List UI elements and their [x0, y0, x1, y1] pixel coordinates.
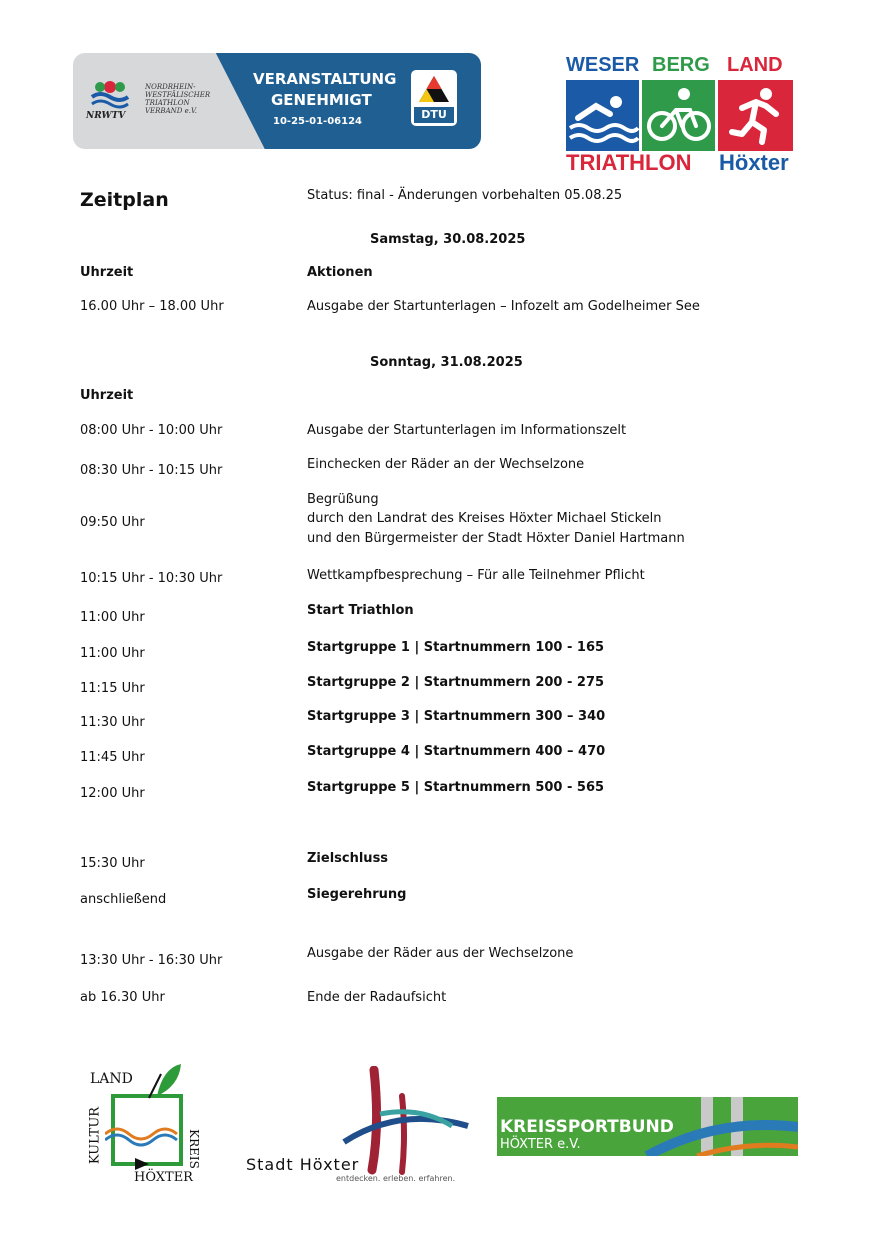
approval-number: 10-25-01-06124	[273, 116, 362, 127]
approved-line-2: GENEHMIGT	[271, 91, 372, 109]
schedule-action-line: und den Bürgermeister der Stadt Höxter Daniel Hartmann	[307, 531, 685, 546]
schedule-action: Ende der Radaufsicht	[307, 990, 447, 1005]
schedule-action: Startgruppe 1 | Startnummern 100 - 165	[307, 640, 605, 655]
status-line: Status: final - Änderungen vorbehalten 05.08.25	[307, 188, 623, 203]
day-heading-saturday: Samstag, 30.08.2025	[370, 232, 526, 247]
day-heading-sunday: Sonntag, 31.08.2025	[370, 355, 523, 370]
stadt-hoexter-name: Stadt Höxter	[246, 1155, 360, 1174]
schedule-action: Startgruppe 4 | Startnummern 400 – 470	[307, 744, 606, 759]
kulturland-top-word: LAND	[90, 1071, 133, 1087]
column-header-time: Uhrzeit	[80, 388, 134, 403]
schedule-time: 11:30 Uhr	[80, 715, 145, 730]
nrwtv-org-line: WESTFÄLISCHER	[145, 91, 211, 99]
nrwtv-org-line: TRIATHLON	[145, 99, 190, 107]
schedule-action: Zielschluss	[307, 851, 389, 866]
schedule-time: 11:00 Uhr	[80, 610, 145, 625]
schedule-action-line: Begrüßung	[307, 492, 379, 507]
dtu-logo	[411, 70, 457, 126]
logo-triathlon-word: TRIATHLON	[566, 150, 692, 175]
schedule-time: 08:30 Uhr - 10:15 Uhr	[80, 463, 223, 478]
schedule-action: Siegerehrung	[307, 887, 407, 902]
dtu-label: DTU	[414, 107, 454, 123]
swim-icon	[566, 80, 639, 151]
nrwtv-org-name	[145, 83, 210, 115]
schedule-action: Startgruppe 3 | Startnummern 300 – 340	[307, 709, 606, 724]
nrwtv-org-line: NORDRHEIN-	[145, 83, 196, 91]
schedule-time: anschließend	[80, 892, 167, 907]
kreissportbund-line-1: KREISSPORTBUND	[500, 1117, 674, 1137]
nrwtv-approval-badge	[73, 53, 481, 149]
schedule-time: 11:00 Uhr	[80, 646, 145, 661]
kulturland-left-word: KULTUR	[87, 1106, 103, 1165]
schedule-time: 11:45 Uhr	[80, 750, 145, 765]
dtu-triangle-icon	[418, 75, 450, 103]
kulturland-bottom-word: HÖXTER	[134, 1170, 193, 1185]
page-title: Zeitplan	[80, 189, 169, 211]
schedule-action: Ausgabe der Startunterlagen – Infozelt am Godelheimer See	[307, 299, 700, 314]
column-header-time: Uhrzeit	[80, 265, 134, 280]
schedule-time: 12:00 Uhr	[80, 786, 145, 801]
schedule-time: 10:15 Uhr - 10:30 Uhr	[80, 571, 223, 586]
logo-city-word: Höxter	[719, 150, 789, 175]
schedule-action-line: durch den Landrat des Kreises Höxter Michael Stickeln	[307, 511, 662, 526]
schedule-time: 11:15 Uhr	[80, 681, 145, 696]
schedule-action: Ausgabe der Räder aus der Wechselzone	[307, 946, 574, 961]
schedule-action: Wettkampfbesprechung – Für alle Teilnehmer Pflicht	[307, 568, 645, 583]
kreissportbund-line-2: HÖXTER e.V.	[500, 1137, 581, 1152]
bike-icon	[642, 80, 715, 151]
leaf-river-icon	[105, 1062, 185, 1177]
stadt-hoexter-emblem-icon	[340, 1066, 470, 1176]
logo-word-berg: BERG	[652, 54, 710, 76]
kreissportbund-logo	[497, 1097, 798, 1156]
nrwtv-logo-icon	[90, 81, 130, 109]
kulturland-right-word: KREIS	[187, 1129, 201, 1169]
schedule-action: Ausgabe der Startunterlagen im Informationszelt	[307, 423, 627, 438]
schedule-time: 15:30 Uhr	[80, 856, 145, 871]
logo-word-land: LAND	[727, 54, 783, 76]
schedule-time: ab 16.30 Uhr	[80, 990, 165, 1005]
schedule-time: 09:50 Uhr	[80, 515, 145, 530]
nrwtv-abbr: NRWTV	[86, 111, 126, 121]
schedule-action: Startgruppe 2 | Startnummern 200 - 275	[307, 675, 605, 690]
schedule-time: 16.00 Uhr – 18.00 Uhr	[80, 299, 224, 314]
column-header-action: Aktionen	[307, 265, 373, 280]
schedule-action: Startgruppe 5 | Startnummern 500 - 565	[307, 780, 605, 795]
schedule-time: 08:00 Uhr - 10:00 Uhr	[80, 423, 223, 438]
nrwtv-org-line: VERBAND e.V.	[145, 107, 198, 115]
schedule-action: Einchecken der Räder an der Wechselzone	[307, 457, 585, 472]
run-icon	[718, 80, 793, 151]
approved-line-1: VERANSTALTUNG	[253, 70, 397, 88]
stadt-hoexter-slogan: entdecken. erleben. erfahren.	[336, 1174, 456, 1183]
schedule-time: 13:30 Uhr - 16:30 Uhr	[80, 953, 223, 968]
schedule-action: Start Triathlon	[307, 603, 414, 618]
logo-word-weser: WESER	[566, 54, 640, 76]
